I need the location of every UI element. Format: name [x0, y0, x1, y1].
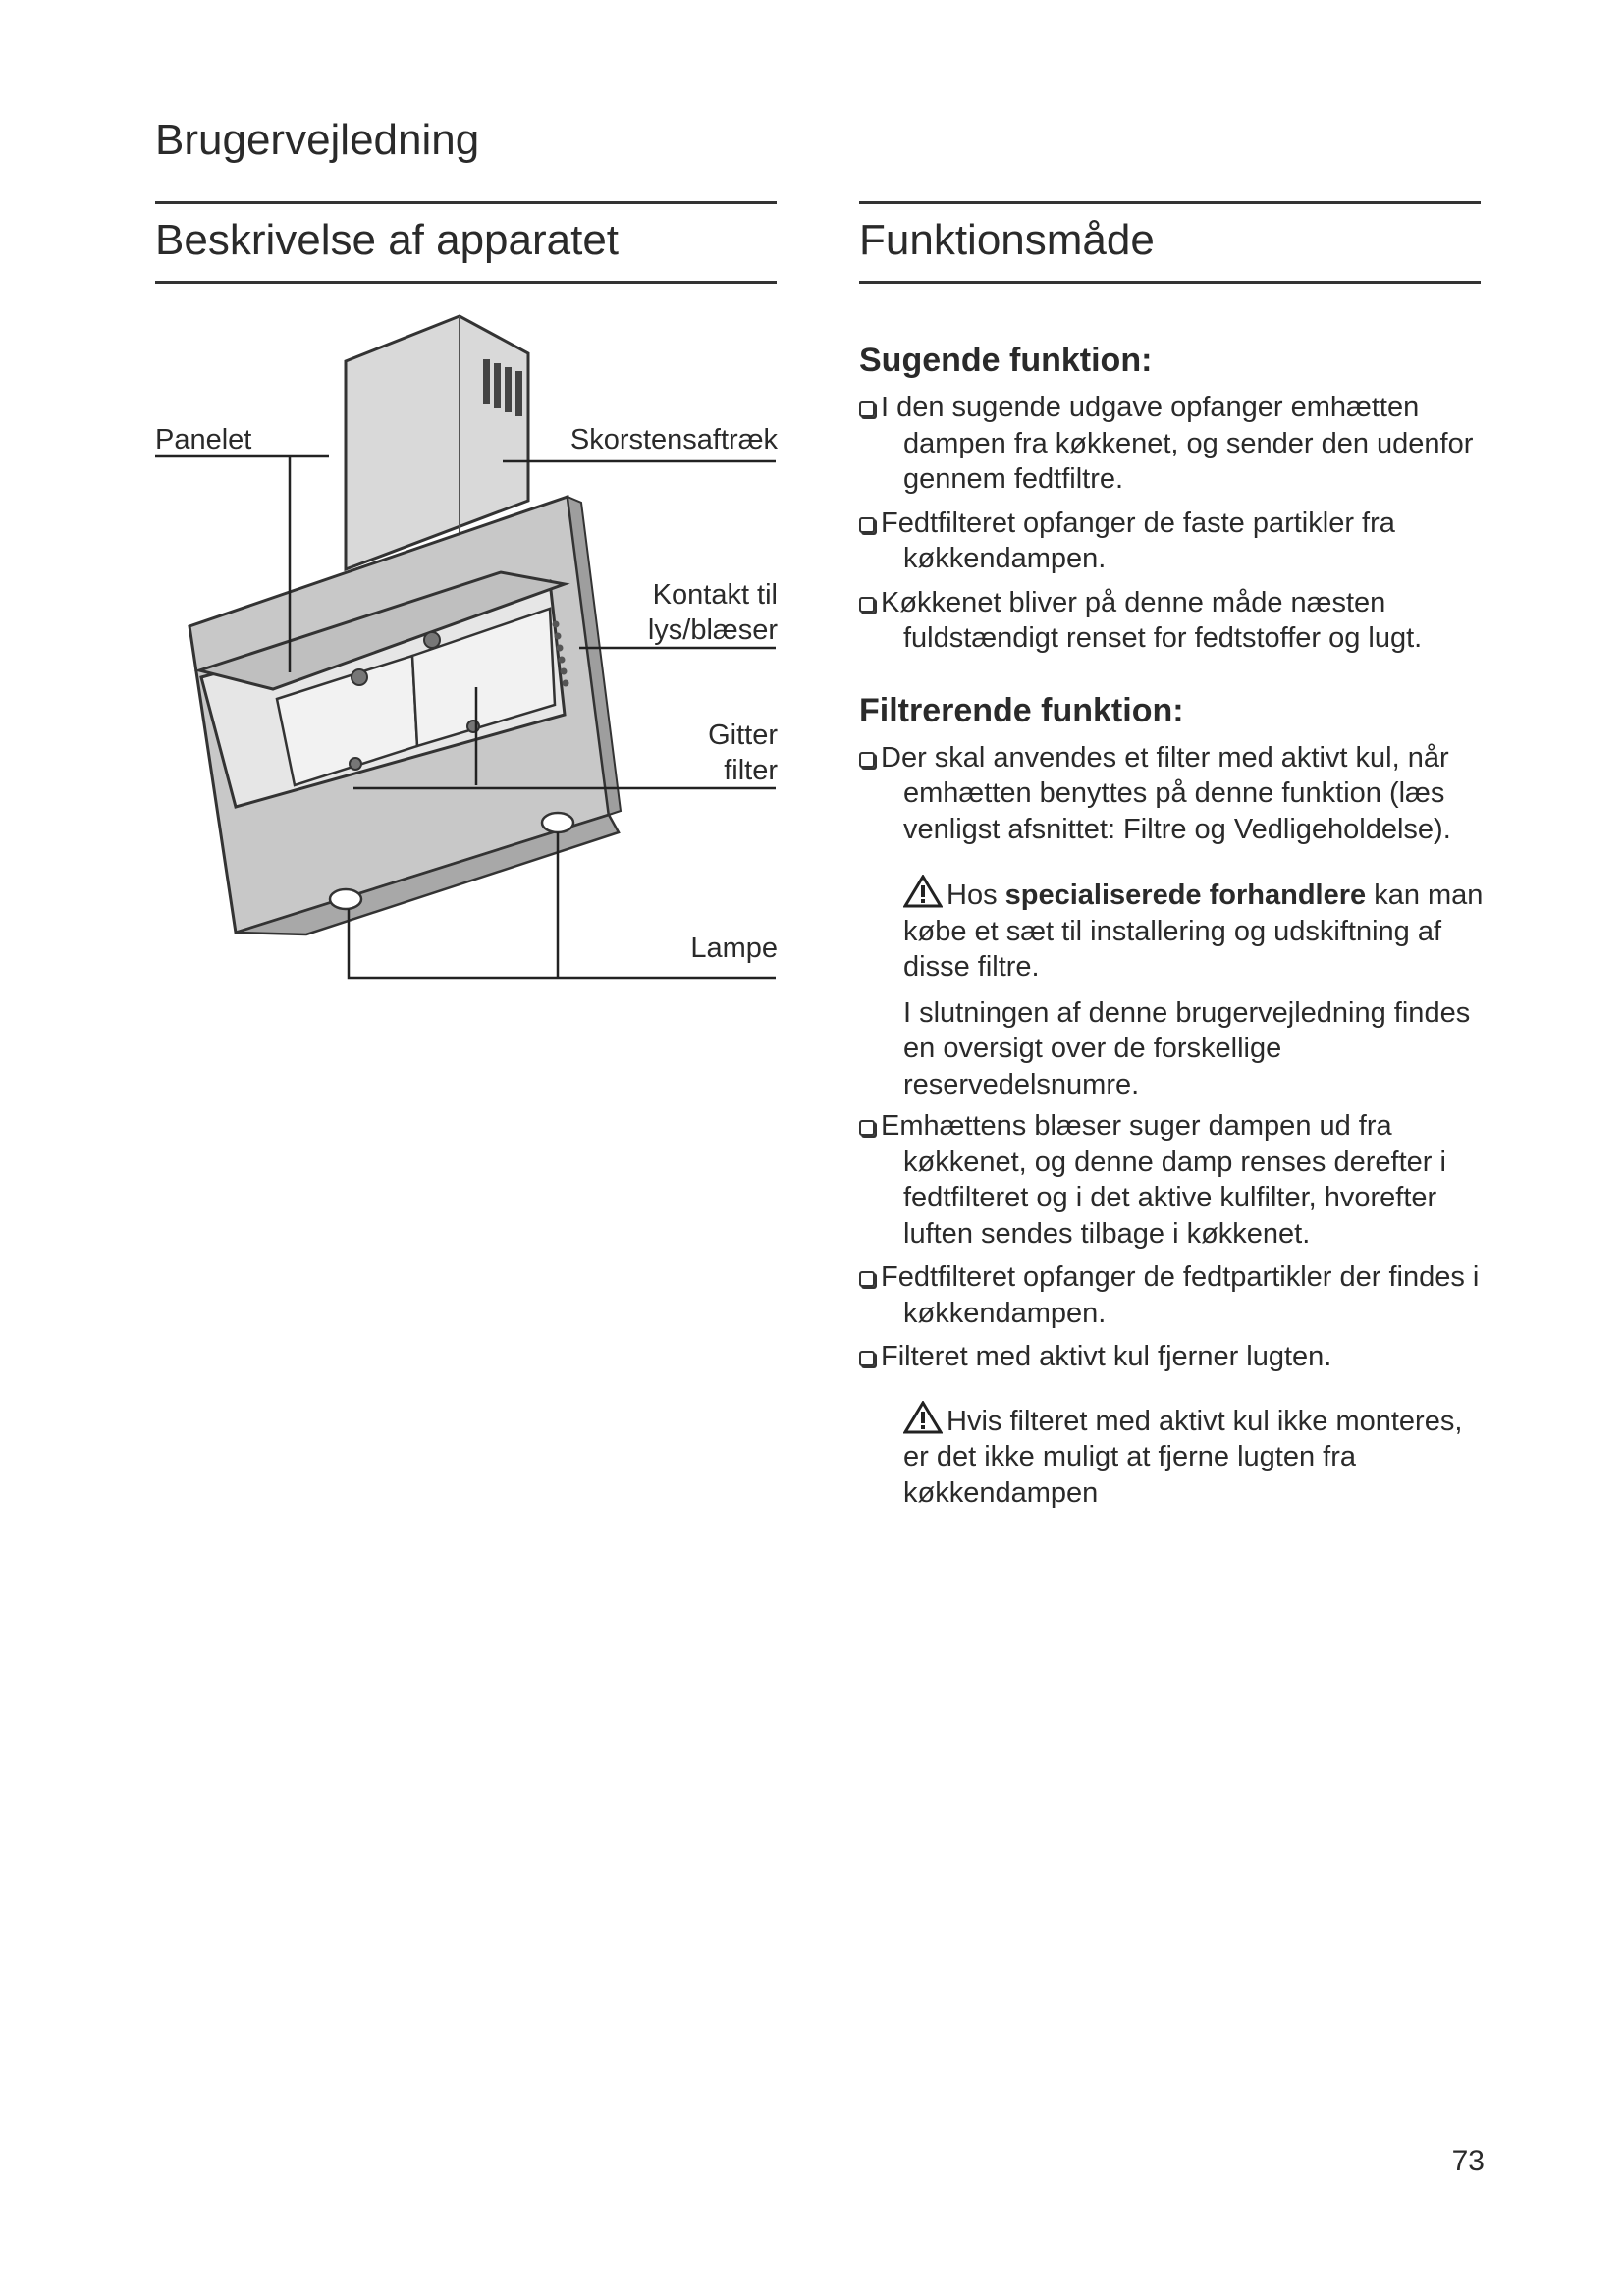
right-top-rule [859, 201, 1481, 204]
filtrerende-heading: Filtrerende funktion: [859, 691, 1184, 729]
warning-triangle-icon [903, 875, 943, 908]
sugende-list [859, 390, 1488, 657]
label-kontakt-line1: Kontakt til [652, 579, 778, 611]
right-section-title: Funktionsmåde [859, 216, 1155, 264]
page-number: 73 [1451, 2145, 1485, 2177]
checkbox-bullet-icon [859, 517, 875, 533]
right-bottom-rule [859, 281, 1481, 284]
label-gitter-line1: Gitter [708, 720, 778, 751]
label-gitter-filter [708, 718, 778, 788]
checkbox-bullet-icon [859, 597, 875, 613]
note-paragraph: I slutningen af denne brugervejledning findes en oversigt over de forskellige reservedelsnumre. [903, 996, 1471, 1100]
label-kontakt [648, 577, 778, 648]
hood-diagram [0, 0, 815, 1001]
warning-note-2: Hvis filteret med aktivt kul ikke monteres, er det ikke muligt at fjerne lugten fra køkkendampen [903, 1401, 1488, 1512]
warning-triangle-icon [903, 1401, 943, 1434]
lamp-right [542, 813, 573, 832]
sugende-heading: Sugende funktion: [859, 342, 1153, 379]
filtrerende-item: Emhættens blæser suger dampen ud fra køkkenet, og denne damp renses derefter i fedtfilteret og i det aktive kulfilter, hvorefter luften sendes tilbage i køkkenet. [859, 1108, 1488, 1252]
lamp-left [330, 889, 361, 909]
label-panelet: Panelet [155, 424, 252, 455]
label-lampe: Lampe [690, 933, 778, 964]
right-column-text [859, 342, 1488, 1511]
label-gitter-line2: filter [724, 755, 778, 786]
checkbox-bullet-icon [859, 1271, 875, 1287]
sugende-item: Fedtfilteret opfanger de faste partikler fra køkkendampen. [859, 506, 1488, 577]
label-skorstensaftraek: Skorstensaftræk [569, 424, 778, 455]
filtrerende-item: Der skal anvendes et filter med aktivt kul, når emhætten benyttes på denne funktion (læs venligst afsnittet: Filtre og Vedligeholdelse). [859, 740, 1488, 848]
label-kontakt-line2: lys/blæser [647, 614, 778, 646]
checkbox-bullet-icon [859, 1351, 875, 1366]
checkbox-bullet-icon [859, 1120, 875, 1136]
sugende-item: Køkkenet bliver på denne måde næsten fuldstændigt renset for fedtstoffer og lugt. [859, 585, 1488, 657]
filtrerende-list [859, 740, 1488, 1512]
left-section-title: Beskrivelse af apparatet [155, 216, 620, 264]
filtrerende-item: Fedtfilteret opfanger de fedtpartikler der findes i køkkendampen. [859, 1259, 1488, 1331]
filtrerende-item: Filteret med aktivt kul fjerner lugten. [859, 1339, 1488, 1375]
checkbox-bullet-icon [859, 401, 875, 417]
checkbox-bullet-icon [859, 752, 875, 768]
document-title: Brugervejledning [155, 116, 480, 164]
sugende-item: I den sugende udgave opfanger emhætten dampen fra køkkenet, og sender den udenfor gennem fedtfiltre. [859, 390, 1488, 498]
warning-note-1: Hos specialiserede forhandlere kan man købe et sæt til installering og udskiftning af disse filtre. [903, 875, 1488, 986]
